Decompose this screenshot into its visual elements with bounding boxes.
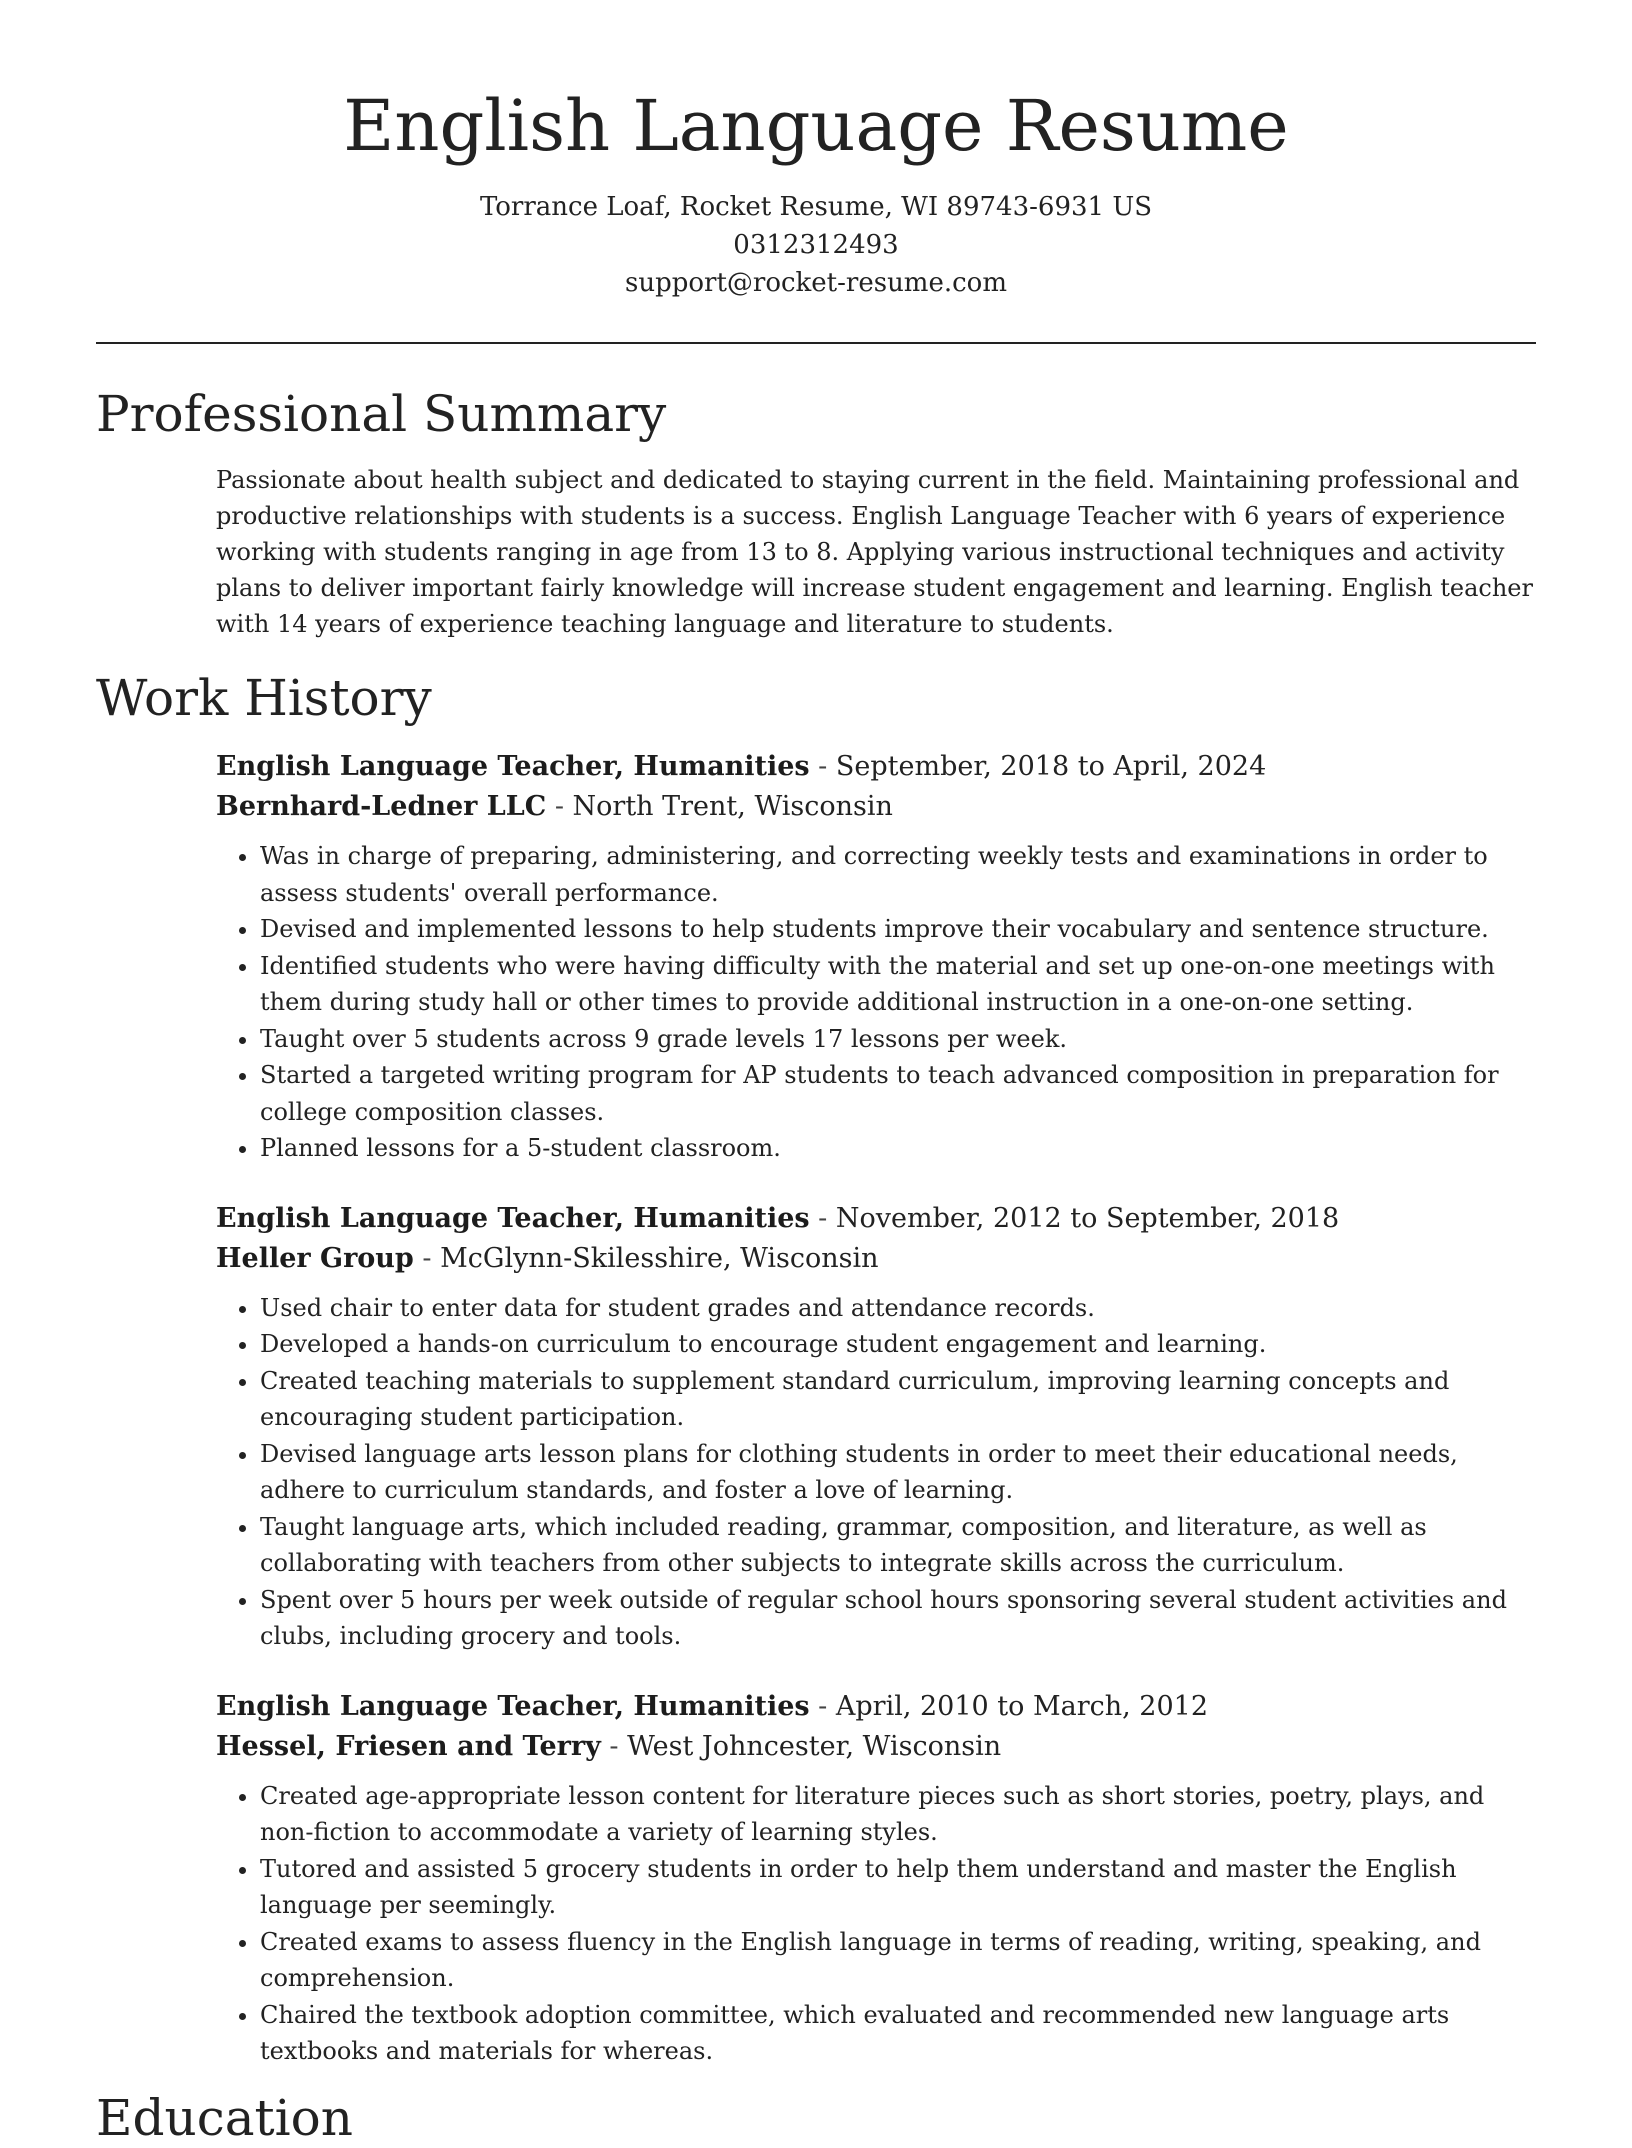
job-bullet: • Created exams to assess fluency in the English language in terms of reading, writing, speaking, and comprehension.: [260, 1924, 1536, 1997]
job-title: English Language Teacher, Humanities: [216, 751, 810, 782]
job-bullet: • Started a targeted writing program for AP students to teach advanced composition in preparation for college composition classes.: [260, 1057, 1536, 1130]
job-bullet: • Taught over 5 students across 9 grade levels 17 lessons per week.: [260, 1021, 1536, 1058]
job-bullet-list: [216, 1290, 1536, 1655]
job-separator: -: [600, 1730, 628, 1762]
job-bullet: • Planned lessons for a 5-student classroom.: [260, 1130, 1536, 1167]
job-bullet: • Tutored and assisted 5 grocery students in order to help them understand and master the English language per seemingly.: [260, 1851, 1536, 1924]
job-bullet: • Was in charge of preparing, administering, and correcting weekly tests and examinations in order to assess students' overall performance.: [260, 838, 1536, 911]
job-bullet-list: [216, 838, 1536, 1167]
summary-heading: Professional Summary: [96, 385, 667, 443]
job-title: English Language Teacher, Humanities: [216, 1202, 810, 1234]
education-heading: Education: [96, 2089, 353, 2147]
job-bullet: • Spent over 5 hours per week outside of regular school hours sponsoring several student activities and clubs, including grocery and tools.: [260, 1582, 1536, 1655]
header-divider: [96, 342, 1536, 344]
job-bullet: • Created teaching materials to supplement standard curriculum, improving learning concepts and encouraging student participation.: [260, 1363, 1536, 1436]
contact-address: Torrance Loaf, Rocket Resume, WI 89743-6931 US: [479, 192, 1153, 222]
job-bullet: • Used chair to enter data for student grades and attendance records.: [260, 1290, 1536, 1327]
work-history-list: [216, 747, 1536, 2102]
job-bullet: • Taught language arts, which included reading, grammar, composition, and literature, as well as collaborating with teachers from other subjects to integrate skills across the curriculum.: [260, 1509, 1536, 1582]
job-entry: [216, 1199, 1536, 1655]
job-entry: [216, 747, 1536, 1167]
job-bullet: • Chaired the textbook adoption committee, which evaluated and recommended new language arts textbooks and materials for whereas.: [260, 1997, 1536, 2070]
job-separator: -: [809, 751, 836, 782]
resume-title: English Language Resume: [343, 85, 1289, 167]
job-bullet: • Created age-appropriate lesson content for literature pieces such as short stories, poetry, plays, and non-fiction to accommodate a variety of learning styles.: [260, 1778, 1536, 1851]
job-title: English Language Teacher, Humanities: [216, 1690, 810, 1722]
job-title-line: [216, 747, 1536, 787]
job-bullet: • Devised language arts lesson plans for clothing students in order to meet their educational needs, adhere to curriculum standards, and foster a love of learning.: [260, 1436, 1536, 1509]
job-separator: -: [809, 1690, 836, 1722]
job-separator: -: [546, 791, 573, 822]
job-dates: September, 2018 to April, 2024: [835, 751, 1267, 782]
contact-phone: 0312312493: [733, 230, 899, 260]
work-history-heading: Work History: [96, 669, 432, 727]
job-bullet-list: [216, 1778, 1536, 2070]
job-company-line: [216, 787, 1536, 827]
job-dates: April, 2010 to March, 2012: [835, 1690, 1209, 1722]
job-bullet: • Devised and implemented lessons to help students improve their vocabulary and sentence structure.: [260, 911, 1536, 948]
resume-header: [96, 78, 1536, 302]
job-separator: -: [413, 1242, 441, 1274]
job-company-line: [216, 1239, 1536, 1279]
job-separator: -: [809, 1202, 836, 1234]
contact-email: support@rocket-resume.com: [624, 268, 1007, 298]
job-entry: [216, 1687, 1536, 2070]
job-company-line: [216, 1727, 1536, 1767]
job-company: Bernhard-Ledner LLC: [216, 791, 547, 822]
job-location: McGlynn-Skilesshire, Wisconsin: [440, 1242, 879, 1274]
job-company: Hessel, Friesen and Terry: [216, 1730, 601, 1762]
job-location: North Trent, Wisconsin: [572, 791, 893, 822]
job-bullet: • Identified students who were having difficulty with the material and set up one-on-one meetings with them during study hall or other times to provide additional instruction in a one-on-one setting.: [260, 948, 1536, 1021]
job-location: West Johncester, Wisconsin: [627, 1730, 1002, 1762]
summary-text: Passionate about health subject and dedicated to staying current in the field. Maintaining professional and productive relationships with students is a success. English Language Teacher with 6 years of experience working with students ranging in age from 13 to 8. Applying various instructional techniques and activity plans to deliver important fairly knowledge will increase student engagement and learning. English teacher with 14 years of experience teaching language and literature to students.: [216, 466, 1533, 638]
job-company: Heller Group: [216, 1242, 414, 1274]
job-dates: November, 2012 to September, 2018: [835, 1202, 1340, 1234]
job-bullet: • Developed a hands-on curriculum to encourage student engagement and learning.: [260, 1326, 1536, 1363]
job-title-line: [216, 1199, 1536, 1239]
job-title-line: [216, 1687, 1536, 1727]
